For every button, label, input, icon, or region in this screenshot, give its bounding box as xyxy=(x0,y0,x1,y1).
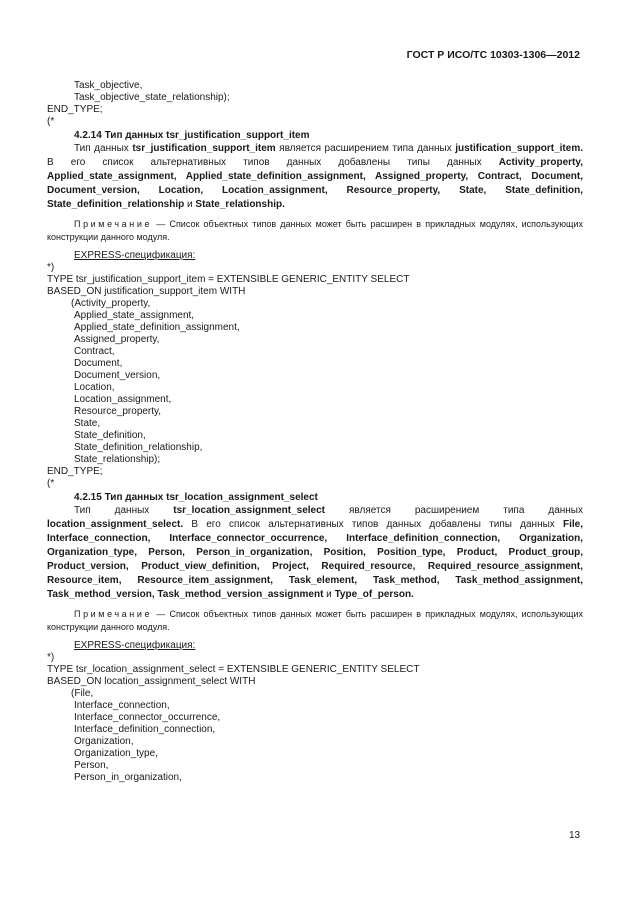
section-heading-4-2-14: 4.2.14 Тип данных tsr_justification_support_item xyxy=(74,130,310,141)
bold-term: Type_of_person. xyxy=(334,589,414,600)
code-line: (File, xyxy=(71,688,94,699)
document-header: ГОСТ Р ИСО/ТС 10303-1306—2012 xyxy=(406,49,580,61)
express-label: EXPRESS-спецификация: xyxy=(74,640,196,651)
code-line: Applied_state_definition_assignment, xyxy=(74,322,240,333)
code-line: Organization, xyxy=(74,736,134,747)
bold-term: location_assignment_select. xyxy=(47,519,184,530)
code-line: Interface_connection, xyxy=(74,700,170,711)
code-line: State_definition_relationship, xyxy=(74,442,203,453)
section-heading-4-2-15: 4.2.15 Тип данных tsr_location_assignment_select xyxy=(74,492,318,503)
code-line: Contract, xyxy=(74,346,115,357)
code-line: Assigned_property, xyxy=(74,334,160,345)
code-line: Document, xyxy=(74,358,123,369)
section-paragraph xyxy=(47,142,583,212)
bold-term: File, Interface_connection, Interface_connector_occurrence, Interface_definition_connection, Organization, Organization_type, Person, Person_in_organization, Position, Position_type, Product, Product_group, Product_version, Product_view_definition, Project, Required_resource, Required_resource_assignment, Resource_item, Resource_item_assignment, Task_element, Task_method, Task_method_assignment, Task_method_version, Task_method_version_assignment xyxy=(47,519,583,600)
code-line: Organization_type, xyxy=(74,748,158,759)
code-line: Person, xyxy=(74,760,109,771)
text-run: В его список альтернативных типов данных добавлены типы данных xyxy=(47,157,499,168)
code-line: Location, xyxy=(74,382,115,393)
code-line: BASED_ON location_assignment_select WITH xyxy=(47,676,256,687)
note xyxy=(47,608,583,634)
code-line: Applied_state_assignment, xyxy=(74,310,195,321)
code-line: BASED_ON justification_support_item WITH xyxy=(47,286,246,297)
express-label: EXPRESS-спецификация: xyxy=(74,250,196,261)
code-line: (* xyxy=(47,116,55,127)
code-line: Interface_definition_connection, xyxy=(74,724,216,735)
code-line: Location_assignment, xyxy=(74,394,172,405)
section-paragraph xyxy=(47,504,583,602)
code-line: TYPE tsr_justification_support_item = EXTENSIBLE GENERIC_ENTITY SELECT xyxy=(47,274,410,285)
code-line: END_TYPE; xyxy=(47,104,103,115)
code-line: Person_in_organization, xyxy=(74,772,182,783)
code-line: Task_objective_state_relationship); xyxy=(74,92,230,103)
code-item-list xyxy=(47,310,583,466)
code-line: State, xyxy=(74,418,101,429)
code-line: Resource_property, xyxy=(74,406,162,417)
text-run: Тип данных xyxy=(74,505,174,516)
bold-term: State_relationship. xyxy=(195,199,285,210)
code-line: State_relationship); xyxy=(74,454,161,465)
text-run: является расширением типа данных xyxy=(325,505,583,516)
code-line: (Activity_property, xyxy=(71,298,151,309)
note xyxy=(47,218,583,244)
code-line: TYPE tsr_location_assignment_select = EXTENSIBLE GENERIC_ENTITY SELECT xyxy=(47,664,420,675)
code-line: *) xyxy=(47,262,55,273)
text-run: является расширением типа данных xyxy=(275,143,456,154)
code-line: END_TYPE; xyxy=(47,466,103,477)
bold-term: justification_support_item. xyxy=(455,143,583,154)
note-label: Примечание xyxy=(74,609,153,619)
code-line: (* xyxy=(47,478,55,489)
text-run: Тип данных xyxy=(74,143,133,154)
code-line: Interface_connector_occurrence, xyxy=(74,712,221,723)
code-line: State_definition, xyxy=(74,430,146,441)
text-run: и xyxy=(184,199,196,210)
page-content xyxy=(47,80,583,784)
bold-term: Activity_property, Applied_state_assignment, Applied_state_definition_assignment, Assigned_property, Contract, Document, Document_version, Location, Location_assignment, Resource_property, State, State_definition, State_definition_relationship xyxy=(47,157,583,210)
code-line: Task_objective, xyxy=(74,80,143,91)
page-number: 13 xyxy=(569,830,581,841)
code-line: *) xyxy=(47,652,55,663)
code-item-list xyxy=(47,700,583,784)
text-run: и xyxy=(323,589,335,600)
note-label: Примечание xyxy=(74,219,153,229)
bold-term: tsr_location_assignment_select xyxy=(173,505,326,516)
text-run: В его список альтернативных типов данных добавлены типы данных xyxy=(183,519,563,530)
code-line: Document_version, xyxy=(74,370,161,381)
note-text: — Список объектных типов данных может быть расширен в прикладных модулях, использующих конструкции данного модуля. xyxy=(47,609,583,632)
note-text: — Список объектных типов данных может быть расширен в прикладных модулях, использующих конструкции данного модуля. xyxy=(47,219,583,242)
bold-term: tsr_justification_support_item xyxy=(132,143,276,154)
